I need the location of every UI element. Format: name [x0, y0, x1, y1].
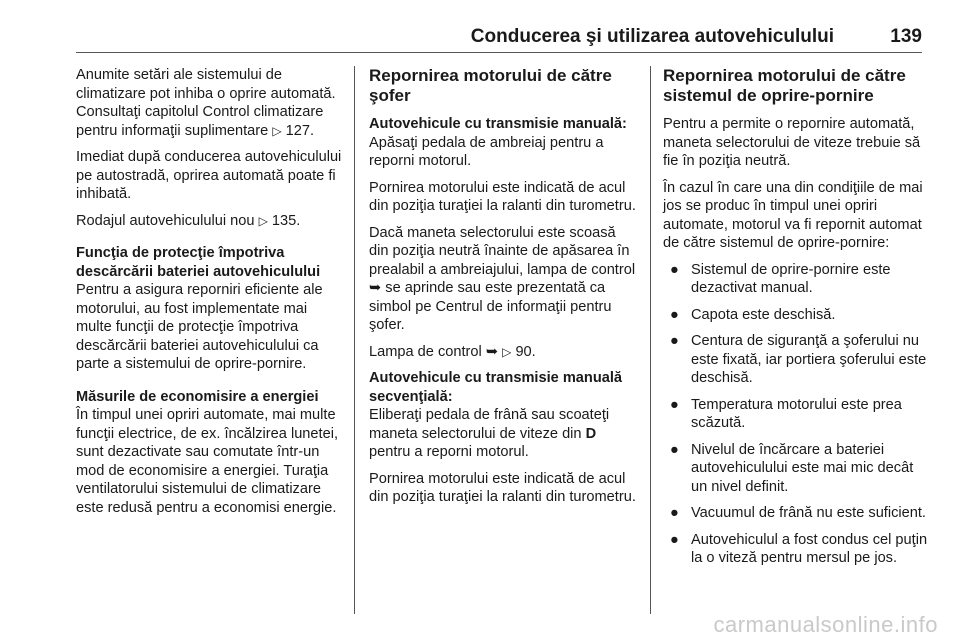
- paragraph: Anumite setări ale sistemului de climatizare pot inhiba o oprire automată. Consultaţi capitolul Control climatizare pentru informaţii suplimentare ▷ 127.: [76, 67, 336, 139]
- section-title: Repornirea motorului de către sistemul de oprire-pornire: [663, 66, 906, 105]
- paragraph: Pentru a asigura reporniri eficiente ale motorului, au fost implementate mai multe funcţii de protecţie împotriva descărcării bateriei autovehiculului ca parte a sistemului de oprire-pornire.: [76, 282, 323, 372]
- paragraph: Lampa de control ➥ ▷ 90.: [369, 343, 536, 360]
- list-item: ● Autovehiculul a fost condus cel puţin la o viteză pentru mersul pe jos.: [670, 531, 928, 566]
- bullet-icon: ●: [670, 333, 679, 349]
- start-stop-lamp-icon: ➥: [369, 280, 382, 296]
- list-item: ● Sistemul de oprire-pornire este dezactivat manual.: [670, 261, 891, 296]
- column-divider: [354, 66, 355, 614]
- paragraph: Imediat după conducerea autovehiculului pe autostradă, oprirea automată poate fi inhibată.: [76, 149, 342, 202]
- bullet-icon: ●: [670, 531, 679, 548]
- section-title: Repornirea motorului de către şofer: [369, 66, 612, 105]
- subheading: Autovehicule cu transmisie manuală secvenţială:: [369, 370, 623, 405]
- column-2: [369, 66, 637, 515]
- paragraph: Pornirea motorului este indicată de acul din poziţia turaţiei la ralanti din turometru.: [369, 470, 636, 505]
- bullet-icon: ●: [670, 441, 679, 458]
- column-divider: [650, 66, 651, 614]
- paragraph: Apăsaţi pedala de ambreiaj pentru a reporni motorul.: [369, 134, 604, 169]
- page-header: [76, 26, 922, 53]
- list-item: ● Centura de siguranţă a şoferului nu este fixată, iar portiera şoferului este deschisă.: [670, 333, 927, 386]
- list-item: ● Capota este deschisă.: [670, 306, 836, 323]
- bullet-icon: ●: [670, 505, 679, 521]
- list-item: ● Nivelul de încărcare a bateriei autovehiculului este mai mic decât un nivel definit.: [670, 441, 914, 495]
- bullet-icon: ●: [670, 396, 679, 413]
- column-3: [663, 66, 931, 576]
- subheading: Funcţia de protecţie împotriva descărcării bateriei autovehiculului: [76, 245, 321, 280]
- condition-list: [663, 261, 931, 568]
- page-number: 139: [890, 26, 922, 47]
- page-ref-icon: ▷: [272, 123, 282, 138]
- list-item: ● Temperatura motorului este prea scăzută.: [670, 396, 902, 431]
- paragraph: Dacă maneta selectorului este scoasă din poziţia neutră înainte de apăsarea în prealabil a ambreiajului, lampa de control ➥ se aprinde sau este prezentată ca simbol pe Centrul de informaţii pentru şofer.: [369, 224, 636, 333]
- paragraph: În timpul unei opriri automate, mai multe funcţii electrice, de ex. încălzirea lunetei, sunt dezactivate sau comutate într-un mod de economisire a energiei. Turaţia ventilatorului sistemului de climatizare este redusă pentru a economisi energie.: [76, 407, 339, 516]
- bullet-icon: ●: [670, 306, 679, 323]
- paragraph: Eliberaţi pedala de frână sau scoateţi maneta selectorului de viteze din D pentru a reporni motorul.: [369, 407, 610, 460]
- header-title: Conducerea şi utilizarea autovehiculului: [470, 26, 834, 47]
- page-ref-icon: ▷: [502, 344, 512, 359]
- paragraph: Rodajul autovehiculului nou ▷ 135.: [76, 212, 301, 229]
- subheading: Măsurile de economisire a energiei: [76, 388, 319, 405]
- paragraph: Pentru a permite o repornire automată, maneta selectorului de viteze trebuie să fie în poziţia neutră.: [663, 116, 921, 169]
- bullet-icon: ●: [670, 261, 679, 278]
- start-stop-lamp-icon: ➥: [485, 343, 499, 360]
- list-item: ● Vacuumul de frână nu este suficient.: [670, 505, 926, 521]
- paragraph: În cazul în care una din condiţiile de mai jos se produc în timpul unei opriri automate, motorul va fi repornit automat de către sistemul de oprire-pornire:: [663, 179, 923, 251]
- page-ref-icon: ▷: [258, 213, 268, 228]
- subheading: Autovehicule cu transmisie manuală:: [369, 116, 627, 132]
- paragraph: Pornirea motorului este indicată de acul din poziţia turaţiei la ralanti din turometru.: [369, 179, 636, 214]
- column-1: [76, 66, 346, 525]
- watermark: carmanualsonline.info: [713, 612, 938, 637]
